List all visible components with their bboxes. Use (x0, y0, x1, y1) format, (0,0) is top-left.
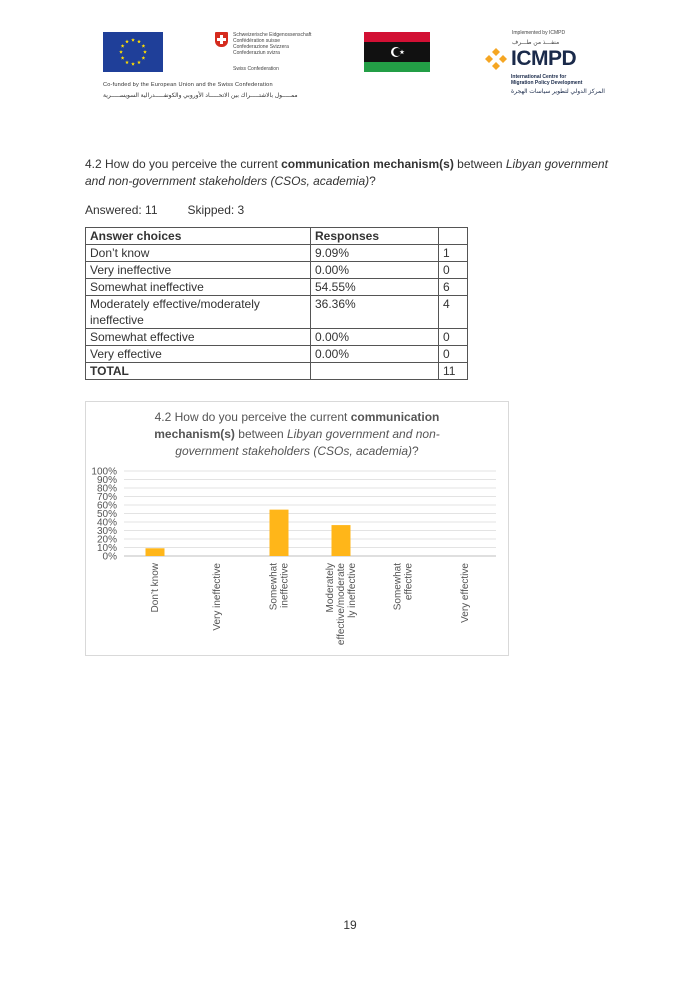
chart-title-segment: 4.2 How do you perceive the current (154, 410, 351, 424)
cell-choice: Very effective (86, 346, 311, 363)
chart-title-segment: between (234, 427, 287, 441)
x-category-label: Very ineffective (212, 563, 223, 631)
cell-percent: 0.00% (311, 346, 439, 363)
x-category-label: effective/moderate (336, 563, 347, 646)
cell-choice: Somewhat effective (86, 329, 311, 346)
skipped-count: Skipped: 3 (187, 203, 245, 217)
table-row (86, 296, 468, 329)
swiss-line: Confederazione Svizzera (233, 44, 289, 50)
eu-star (143, 50, 147, 54)
icmpd-subtitle-line: International Centre for (511, 74, 567, 80)
x-category-label: Don’t know (150, 563, 161, 613)
x-category-label: ly ineffective (347, 563, 358, 618)
cell-total-label: TOTAL (86, 363, 311, 380)
bar (332, 525, 351, 556)
table-row (86, 329, 468, 346)
table-row (86, 279, 468, 296)
cell-count: 4 (439, 296, 468, 329)
cell-percent: 36.36% (311, 296, 439, 329)
eu-star (125, 40, 129, 44)
question-italic: Libyan government and non-government stakeholders (CSOs, academia) (85, 157, 608, 188)
eu-star (119, 50, 123, 54)
y-tick-label: 10% (96, 543, 117, 554)
x-category-label: Somewhat (392, 563, 404, 611)
cell-choice: Don’t know (86, 245, 311, 262)
icmpd-implemented: Implemented by ICMPD (512, 30, 566, 36)
cell-total-count: 11 (439, 363, 468, 380)
y-tick-label: 20% (96, 534, 117, 546)
icmpd-wordmark: ICMPD (511, 47, 577, 70)
libya-flag-logo (364, 32, 430, 72)
icmpd-subtitle-line: Migration Policy Development (511, 80, 583, 86)
swiss-cross-icon (215, 32, 228, 47)
y-tick-label: 80% (96, 483, 117, 495)
y-tick-label: 0% (102, 551, 117, 563)
table-header-row (86, 228, 468, 245)
responses-bar-chart (85, 401, 509, 656)
swiss-sub: Swiss Confederation (233, 66, 279, 72)
question-middle: between (453, 157, 506, 171)
chart-title-segment: government stakeholders (CSOs, academia) (175, 444, 413, 458)
cell-count: 0 (439, 262, 468, 279)
chart-title-segment: Libyan government and non- (286, 427, 440, 441)
x-category-label: effective (403, 563, 415, 601)
cell-percent: 0.00% (311, 262, 439, 279)
eu-star (131, 62, 135, 66)
question-heading (85, 156, 615, 190)
page-number: 19 (343, 918, 357, 932)
bar (270, 510, 289, 556)
cell-count: 0 (439, 346, 468, 363)
eu-flag-logo (103, 32, 163, 72)
chart-title-segment: communication (350, 410, 440, 424)
icmpd-logo (484, 30, 604, 100)
header-responses: Responses (311, 228, 439, 245)
chart-plot-area (86, 402, 508, 655)
table-row (86, 346, 468, 363)
responses-table (85, 227, 468, 380)
y-tick-label: 30% (96, 526, 117, 537)
y-tick-label: 60% (96, 500, 117, 512)
y-tick-label: 40% (96, 517, 117, 529)
eu-star (141, 44, 145, 48)
eu-star (137, 60, 141, 64)
y-tick-label: 70% (96, 492, 117, 503)
bar (146, 548, 165, 556)
icmpd-arabic-bottom: المركز الدولي لتطوير سياسات الهجرة (511, 89, 605, 95)
cell-percent: 0.00% (311, 329, 439, 346)
x-category-label: Somewhat (268, 563, 280, 611)
eu-star (131, 38, 135, 42)
table-row (86, 262, 468, 279)
x-category-label: Very effective (460, 563, 471, 623)
swiss-line: Schweizerische Eidgenossenschaft (233, 32, 312, 38)
cell-percent: 9.09% (311, 245, 439, 262)
table-total-row (86, 363, 468, 380)
eu-star (141, 56, 145, 60)
question-bold: communication mechanism(s) (281, 157, 454, 171)
swiss-line: Confédération suisse (233, 38, 280, 44)
chart-title-segment: ? (412, 444, 419, 458)
x-category-label: ineffective (279, 563, 291, 608)
swiss-line: Confederaziun svizra (233, 50, 280, 56)
cell-total-percent (311, 363, 439, 380)
crescent-star-icon (390, 45, 406, 59)
question-prefix: 4.2 How do you perceive the current (85, 157, 282, 171)
chart-title-segment: mechanism(s) (154, 427, 235, 441)
icmpd-mark-icon (484, 47, 508, 71)
eu-stars-icon (103, 32, 163, 72)
cell-count: 6 (439, 279, 468, 296)
eu-star (125, 60, 129, 64)
eu-star (121, 44, 125, 48)
cell-choice: Very ineffective (86, 262, 311, 279)
table-row (86, 245, 468, 262)
swiss-names (233, 32, 311, 56)
icmpd-subtitle (511, 74, 582, 86)
eu-star (121, 56, 125, 60)
response-stats (85, 203, 274, 217)
icmpd-arabic-top: منفـــذ من طـــرف (512, 40, 560, 46)
eu-star (137, 40, 141, 44)
answered-count: Answered: 11 (85, 203, 158, 217)
y-tick-label: 50% (96, 509, 117, 520)
header-answer-choices: Answer choices (86, 228, 311, 245)
cell-count: 0 (439, 329, 468, 346)
cofunded-statement-arabic: ممـــــول بالاشتـــــراك بين الاتحـــــاد الأوروبي والكونفـــــدرالية السويســـــرية (103, 93, 298, 99)
cell-choice: Somewhat ineffective (86, 279, 311, 296)
y-tick-label: 100% (91, 466, 117, 478)
x-category-label: Moderately (325, 563, 336, 613)
swiss-confederation-logo (215, 32, 325, 74)
cell-choice: Moderately effective/moderately ineffective (86, 296, 311, 329)
question-suffix: ? (369, 174, 376, 188)
cofunded-statement: Co-funded by the European Union and the Swiss Confederation (103, 82, 273, 88)
cell-percent: 54.55% (311, 279, 439, 296)
y-tick-label: 90% (96, 475, 117, 486)
cell-count: 1 (439, 245, 468, 262)
header-count (439, 228, 468, 245)
